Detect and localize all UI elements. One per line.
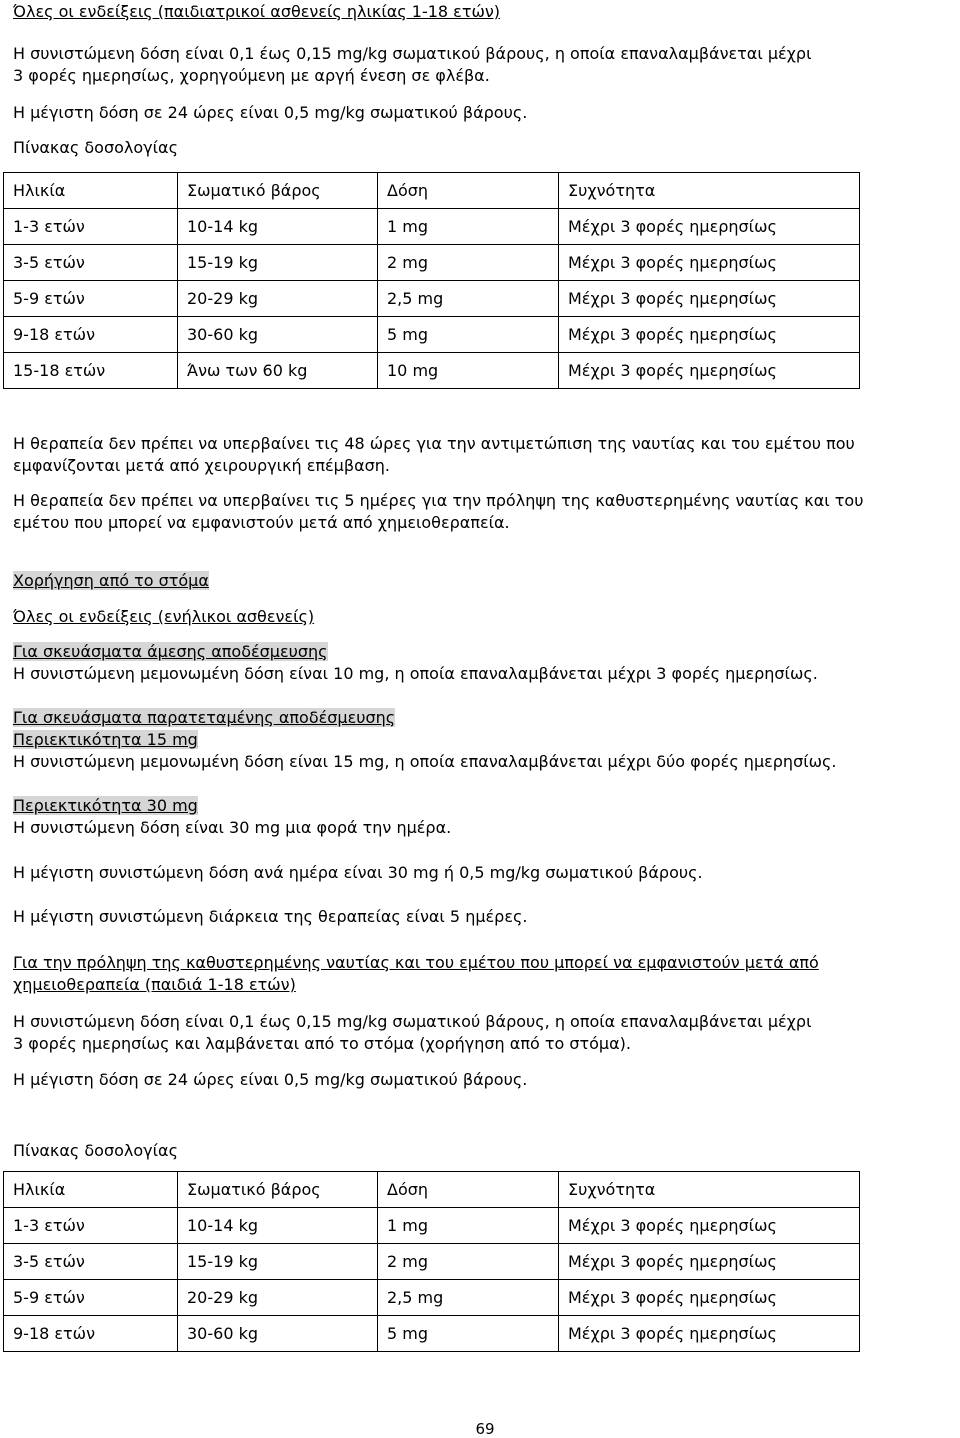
iv-pediatric-heading: Όλες οι ενδείξεις (παιδιατρικοί ασθενείς ηλικίας 1-18 ετών) [13, 2, 501, 21]
table-row [4, 1208, 860, 1244]
oral-pediatric-dose-line-1: Η συνιστώμενη δόση είναι 0,1 έως 0,15 mg/kg σωματικού βάρους, η οποία επαναλαμβάνεται μέχρι [13, 1012, 812, 1031]
table-cell: 10-14 kg [178, 1208, 378, 1244]
table-cell: 2 mg [378, 1244, 559, 1280]
strength15-heading-wrap [13, 730, 198, 750]
table-cell: 5-9 ετών [4, 281, 178, 317]
table-row [4, 1316, 860, 1352]
table-cell: Άνω των 60 kg [178, 353, 378, 389]
prolonged-heading-wrap [13, 708, 395, 728]
table-cell: Μέχρι 3 φορές ημερησίως [559, 353, 860, 389]
table-cell: 20-29 kg [178, 281, 378, 317]
table-cell: 30-60 kg [178, 1316, 378, 1352]
table-row [4, 317, 860, 353]
prolonged-release-heading: Για σκευάσματα παρατεταμένης αποδέσμευσης [13, 708, 396, 727]
post-op-limit-line-1: Η θεραπεία δεν πρέπει να υπερβαίνει τις 48 ώρες για την αντιμετώπιση της ναυτίας και του εμέτου που [13, 434, 855, 453]
immediate-release-heading: Για σκευάσματα άμεσης αποδέσμευσης [13, 642, 328, 661]
table-cell: 1-3 ετών [4, 1208, 178, 1244]
table-cell: Μέχρι 3 φορές ημερησίως [559, 245, 860, 281]
table-cell: Μέχρι 3 φορές ημερησίως [559, 209, 860, 245]
table-header-row [4, 173, 860, 209]
table-cell: Μέχρι 3 φορές ημερησίως [559, 1244, 860, 1280]
table-cell: 15-19 kg [178, 1244, 378, 1280]
table-cell: 15-18 ετών [4, 353, 178, 389]
table-cell: Μέχρι 3 φορές ημερησίως [559, 317, 860, 353]
strength-15mg-dose: Η συνιστώμενη μεμονωμένη δόση είναι 15 mg, η οποία επαναλαμβάνεται μέχρι δύο φορές ημερησίως. [13, 752, 837, 771]
oral-pediatric-heading-line-1: Για την πρόληψη της καθυστερημένης ναυτίας και του εμέτου που μπορεί να εμφανιστούν μετά από [13, 953, 819, 972]
table-header-row [4, 1172, 860, 1208]
table-cell: 2 mg [378, 245, 559, 281]
post-op-limit-line-2: εμφανίζονται μετά από χειρουργική επέμβαση. [13, 456, 390, 475]
table-cell: Μέχρι 3 φορές ημερησίως [559, 1280, 860, 1316]
table-row [4, 353, 860, 389]
max-duration: Η μέγιστη συνιστώμενη διάρκεια της θεραπείας είναι 5 ημέρες. [13, 907, 528, 926]
dosage-table-1 [3, 172, 860, 389]
table-header-cell: Δόση [378, 173, 559, 209]
table-row [4, 1280, 860, 1316]
chemo-limit-line-1: Η θεραπεία δεν πρέπει να υπερβαίνει τις 5 ημέρες για την πρόληψη της καθυστερημένης ναυτίας και του [13, 491, 864, 510]
table-header-cell: Δόση [378, 1172, 559, 1208]
iv-dose-line-2: 3 φορές ημερησίως, χορηγούμενη με αργή ένεση σε φλέβα. [13, 66, 490, 85]
table-cell: 30-60 kg [178, 317, 378, 353]
table1-caption: Πίνακας δοσολογίας [13, 138, 178, 157]
table-cell: Μέχρι 3 φορές ημερησίως [559, 281, 860, 317]
iv-dose-line-1: Η συνιστώμενη δόση είναι 0,1 έως 0,15 mg/kg σωματικού βάρους, η οποία επαναλαμβάνεται μέχρι [13, 44, 812, 63]
table-header-cell: Συχνότητα [559, 173, 860, 209]
table-cell: 9-18 ετών [4, 317, 178, 353]
table-header-cell: Συχνότητα [559, 1172, 860, 1208]
oral-pediatric-dose-line-2: 3 φορές ημερησίως και λαμβάνεται από το στόμα (χορήγηση από το στόμα). [13, 1034, 631, 1053]
table-row [4, 1244, 860, 1280]
table-cell: 3-5 ετών [4, 1244, 178, 1280]
chemo-limit-line-2: εμέτου που μπορεί να εμφανιστούν μετά από χημειοθεραπεία. [13, 513, 510, 532]
oral-pediatric-heading-line-2: χημειοθεραπεία (παιδιά 1-18 ετών) [13, 975, 296, 994]
table-header-cell: Σωματικό βάρος [178, 173, 378, 209]
dosage-table-2 [3, 1171, 860, 1352]
strength-30mg-dose: Η συνιστώμενη δόση είναι 30 mg μια φορά την ημέρα. [13, 818, 452, 837]
table-cell: 20-29 kg [178, 1280, 378, 1316]
page-number: 69 [475, 1420, 495, 1438]
strength-30mg-heading: Περιεκτικότητα 30 mg [13, 796, 198, 815]
table-cell: 9-18 ετών [4, 1316, 178, 1352]
oral-adult-heading: Όλες οι ενδείξεις (ενήλικοι ασθενείς) [13, 607, 315, 626]
table-cell: 15-19 kg [178, 245, 378, 281]
oral-pediatric-max-dose: Η μέγιστη δόση σε 24 ώρες είναι 0,5 mg/kg σωματικού βάρους. [13, 1070, 528, 1089]
table-cell: 1-3 ετών [4, 209, 178, 245]
table-cell: 5 mg [378, 1316, 559, 1352]
table-cell: 2,5 mg [378, 281, 559, 317]
table-cell: 1 mg [378, 1208, 559, 1244]
table-cell: 5-9 ετών [4, 1280, 178, 1316]
table-header-cell: Ηλικία [4, 1172, 178, 1208]
table2-caption: Πίνακας δοσολογίας [13, 1141, 178, 1160]
table-cell: 3-5 ετών [4, 245, 178, 281]
table-cell: 5 mg [378, 317, 559, 353]
oral-heading-wrap [13, 571, 209, 591]
table-cell: 2,5 mg [378, 1280, 559, 1316]
table-cell: 10 mg [378, 353, 559, 389]
immediate-release-dose: Η συνιστώμενη μεμονωμένη δόση είναι 10 mg, η οποία επαναλαμβάνεται μέχρι 3 φορές ημερησίως. [13, 664, 818, 683]
strength-15mg-heading: Περιεκτικότητα 15 mg [13, 730, 198, 749]
table-header-cell: Σωματικό βάρος [178, 1172, 378, 1208]
table-cell: Μέχρι 3 φορές ημερησίως [559, 1208, 860, 1244]
table-cell: 10-14 kg [178, 209, 378, 245]
strength30-heading-wrap [13, 796, 198, 816]
table-row [4, 281, 860, 317]
table-row [4, 245, 860, 281]
iv-max-dose: Η μέγιστη δόση σε 24 ώρες είναι 0,5 mg/kg σωματικού βάρους. [13, 103, 528, 122]
table-cell: 1 mg [378, 209, 559, 245]
max-daily-dose: Η μέγιστη συνιστώμενη δόση ανά ημέρα είναι 30 mg ή 0,5 mg/kg σωματικού βάρους. [13, 863, 703, 882]
table-header-cell: Ηλικία [4, 173, 178, 209]
immediate-heading-wrap [13, 642, 328, 662]
oral-heading: Χορήγηση από το στόμα [13, 571, 209, 590]
table-row [4, 209, 860, 245]
table-cell: Μέχρι 3 φορές ημερησίως [559, 1316, 860, 1352]
